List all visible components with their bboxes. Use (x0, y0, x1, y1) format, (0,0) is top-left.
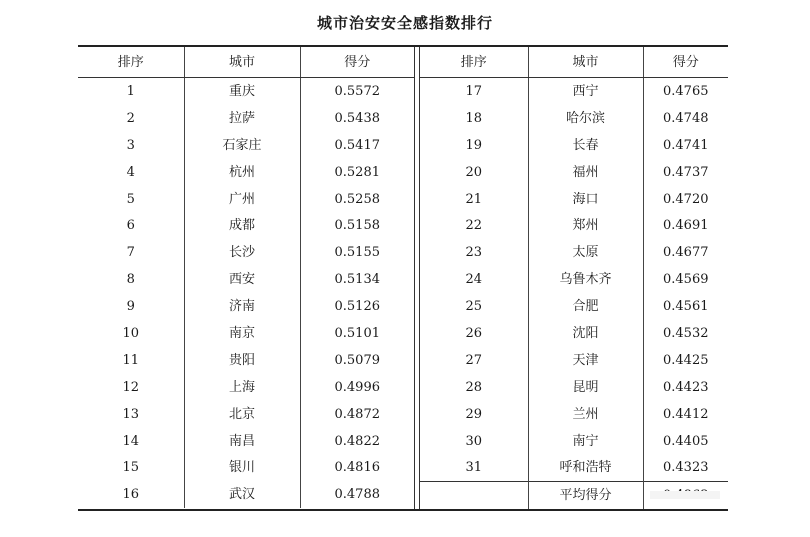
city-cell: 呼和浩特 (528, 454, 643, 481)
table-row (78, 454, 414, 481)
rank-cell: 11 (122, 352, 140, 368)
score-cell: 0.5155 (300, 239, 414, 266)
table-row (420, 401, 728, 428)
score-cell: 0.4691 (643, 212, 728, 239)
table-row (420, 132, 728, 159)
city-cell: 沈阳 (528, 320, 643, 347)
header-city: 城市 (528, 47, 643, 78)
table-title: 城市治安安全感指数排行 (316, 14, 493, 32)
city-cell: 拉萨 (184, 105, 300, 132)
score-cell: 0.5101 (300, 320, 414, 347)
rank-cell: 16 (122, 487, 140, 503)
header-row (420, 47, 728, 78)
average-label: 平均得分 (528, 482, 643, 509)
table-row (420, 428, 728, 455)
city-cell: 昆明 (528, 374, 643, 401)
city-cell: 哈尔滨 (528, 105, 643, 132)
rank-cell: 26 (465, 325, 483, 341)
city-cell: 杭州 (184, 159, 300, 186)
city-cell: 天津 (528, 347, 643, 374)
city-cell: 重庆 (184, 78, 300, 105)
rank-cell: 18 (465, 110, 483, 126)
table-row (78, 78, 414, 105)
city-cell: 广州 (184, 186, 300, 213)
score-cell: 0.4996 (300, 374, 414, 401)
city-cell: 太原 (528, 239, 643, 266)
rank-cell: 22 (465, 218, 483, 234)
city-cell: 海口 (528, 186, 643, 213)
city-cell: 南宁 (528, 428, 643, 455)
table-row (420, 347, 728, 374)
score-cell: 0.4532 (643, 320, 728, 347)
table-row (78, 320, 414, 347)
rank-cell: 3 (126, 137, 135, 153)
city-cell: 济南 (184, 293, 300, 320)
table-row (420, 293, 728, 320)
city-cell: 上海 (184, 374, 300, 401)
table-row (78, 186, 414, 213)
table-row (78, 428, 414, 455)
table-row (420, 266, 728, 293)
rank-cell: 12 (122, 379, 140, 395)
city-cell: 南昌 (184, 428, 300, 455)
rank-cell: 6 (126, 218, 135, 234)
rank-cell: 23 (465, 245, 483, 261)
score-cell: 0.4720 (643, 186, 728, 213)
rank-cell: 28 (465, 379, 483, 395)
table-row (78, 212, 414, 239)
rank-cell: 17 (465, 83, 483, 99)
rank-cell: 27 (465, 352, 483, 368)
city-cell: 银川 (184, 454, 300, 481)
table-row (78, 266, 414, 293)
table-row (78, 374, 414, 401)
header-score: 得分 (643, 47, 728, 78)
ranking-table (78, 45, 728, 511)
score-cell: 0.4788 (300, 481, 414, 508)
city-cell: 南京 (184, 320, 300, 347)
rank-cell: 1 (126, 83, 135, 99)
table-row (420, 186, 728, 213)
table-row (78, 132, 414, 159)
rank-cell: 9 (126, 299, 135, 315)
score-cell: 0.4872 (300, 401, 414, 428)
city-cell: 福州 (528, 159, 643, 186)
city-cell: 武汉 (184, 481, 300, 508)
header-score: 得分 (300, 47, 414, 78)
rank-cell: 20 (465, 164, 483, 180)
rank-cell: 15 (122, 460, 140, 476)
rank-cell: 2 (126, 110, 135, 126)
score-cell: 0.4677 (643, 239, 728, 266)
header-rank: 排序 (420, 47, 528, 78)
city-cell: 长春 (528, 132, 643, 159)
score-cell: 0.4737 (643, 159, 728, 186)
table-row (78, 293, 414, 320)
score-cell: 0.4561 (643, 293, 728, 320)
score-cell: 0.4425 (643, 347, 728, 374)
score-cell: 0.4748 (643, 105, 728, 132)
city-cell: 乌鲁木齐 (528, 266, 643, 293)
city-cell: 贵阳 (184, 347, 300, 374)
ranking-table-left (78, 47, 414, 509)
rank-cell: 8 (126, 272, 135, 288)
table-row (78, 159, 414, 186)
score-cell: 0.4423 (643, 374, 728, 401)
score-cell: 0.5079 (300, 347, 414, 374)
score-cell: 0.4741 (643, 132, 728, 159)
header-rank: 排序 (78, 47, 184, 78)
score-cell: 0.4323 (643, 454, 728, 481)
rank-cell: 24 (465, 272, 483, 288)
table-row (420, 159, 728, 186)
city-cell: 北京 (184, 401, 300, 428)
table-row (420, 105, 728, 132)
table-row (78, 481, 414, 508)
table-row (78, 401, 414, 428)
city-cell: 西安 (184, 266, 300, 293)
score-cell: 0.5417 (300, 132, 414, 159)
city-cell: 西宁 (528, 78, 643, 105)
table-row (78, 347, 414, 374)
score-cell: 0.5281 (300, 159, 414, 186)
city-cell: 石家庄 (184, 132, 300, 159)
rank-cell: 21 (465, 191, 483, 207)
city-cell: 合肥 (528, 293, 643, 320)
rank-cell: 30 (465, 433, 483, 449)
score-cell: 0.5572 (300, 78, 414, 105)
header-row (78, 47, 414, 78)
score-cell: 0.5158 (300, 212, 414, 239)
table-row (78, 105, 414, 132)
rank-cell: 10 (122, 325, 140, 341)
rank-cell: 13 (122, 406, 140, 422)
score-cell: 0.4569 (643, 266, 728, 293)
city-cell: 郑州 (528, 212, 643, 239)
rank-cell: 19 (465, 137, 483, 153)
city-cell: 兰州 (528, 401, 643, 428)
rank-cell: 7 (126, 245, 135, 261)
table-row (420, 320, 728, 347)
average-empty-cell (420, 482, 528, 509)
score-cell: 0.4816 (300, 454, 414, 481)
score-cell: 0.5126 (300, 293, 414, 320)
table-row (420, 374, 728, 401)
table-row (420, 454, 728, 481)
rank-cell: 4 (126, 164, 135, 180)
rank-cell: 5 (126, 191, 135, 207)
table-row (420, 212, 728, 239)
city-cell: 长沙 (184, 239, 300, 266)
rank-cell: 29 (465, 406, 483, 422)
table-row (78, 239, 414, 266)
header-city: 城市 (184, 47, 300, 78)
city-cell: 成都 (184, 212, 300, 239)
rank-cell: 31 (465, 460, 483, 476)
score-cell: 0.4822 (300, 428, 414, 455)
table-row (420, 78, 728, 105)
rank-cell: 25 (465, 299, 483, 315)
score-cell: 0.5134 (300, 266, 414, 293)
table-row (420, 239, 728, 266)
score-cell: 0.5258 (300, 186, 414, 213)
rank-cell: 14 (122, 433, 140, 449)
score-cell: 0.4412 (643, 401, 728, 428)
score-cell: 0.4765 (643, 78, 728, 105)
ranking-table-right (420, 47, 728, 509)
score-cell: 0.4405 (643, 428, 728, 455)
score-cell: 0.5438 (300, 105, 414, 132)
scan-smudge (650, 491, 720, 499)
